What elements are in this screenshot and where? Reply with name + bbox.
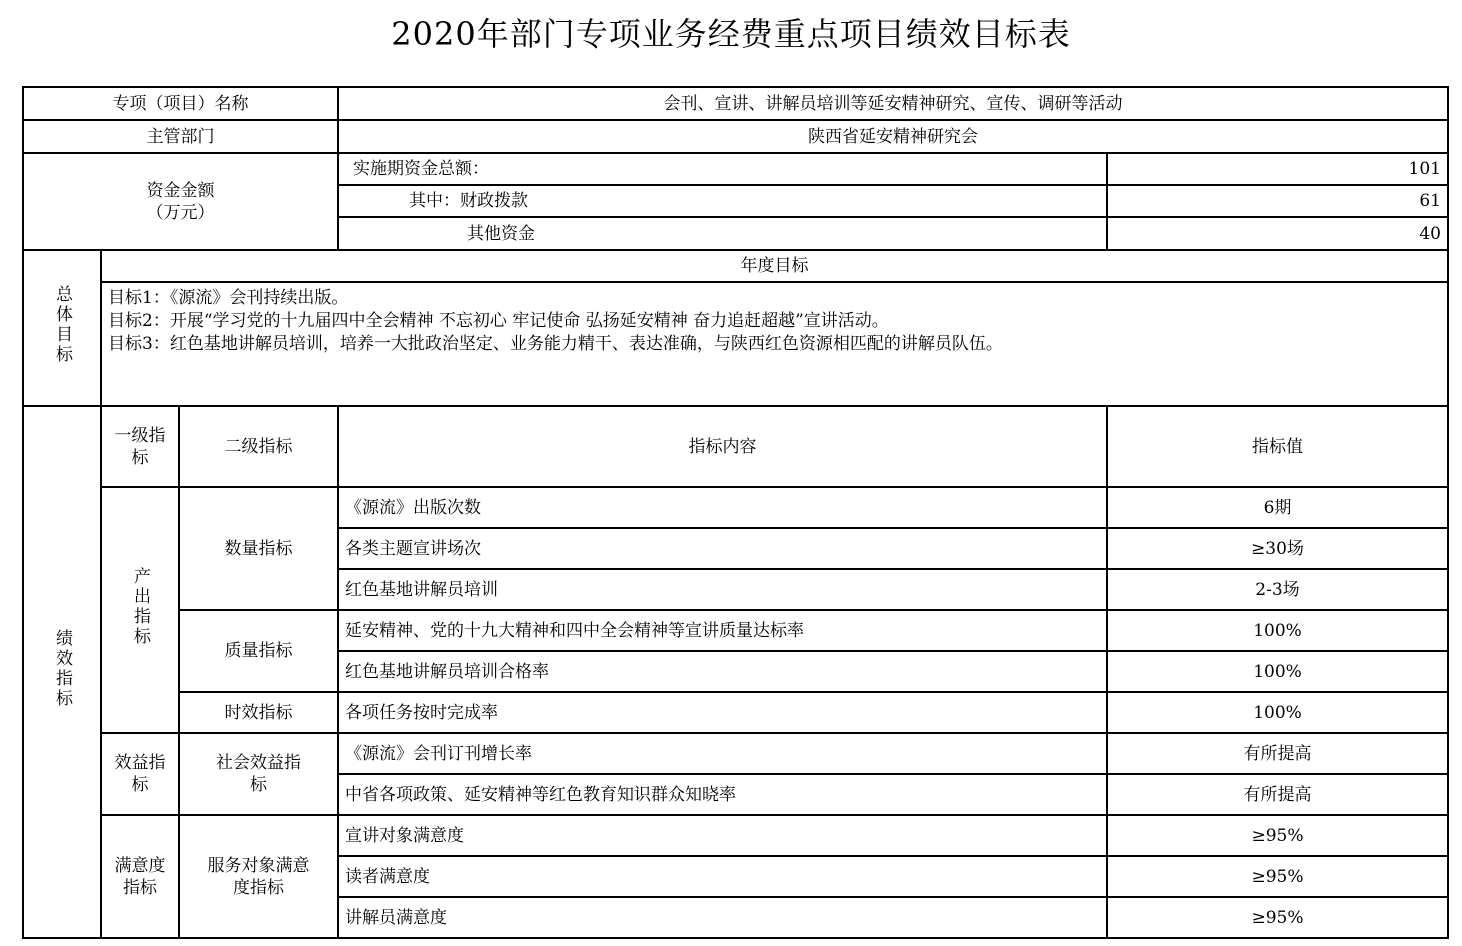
table-row — [23, 487, 1448, 528]
funds-unit: （万元） — [146, 202, 215, 223]
indicator-content: 讲解员满意度 — [338, 897, 1107, 938]
funds-fiscal-label: 其中：财政拨款 — [338, 185, 1107, 217]
funds-total-label: 实施期资金总额： — [338, 153, 1107, 185]
department-row — [23, 120, 1448, 153]
project-label: 专项（项目）名称 — [23, 87, 338, 120]
level2-timeliness: 时效指标 — [179, 692, 338, 733]
indicator-content: 延安精神、党的十九大精神和四中全会精神等宣讲质量达标率 — [338, 610, 1107, 651]
funds-other-label: 其他资金 — [338, 217, 1107, 250]
annual-goal-header: 年度目标 — [101, 250, 1448, 282]
overall-label: 总体目标 — [52, 285, 72, 365]
level1-satisfaction: 满意度指标 — [101, 815, 179, 938]
indicator-value: 100% — [1107, 610, 1448, 651]
indicator-value: ≥95% — [1107, 815, 1448, 856]
funds-row — [23, 153, 1448, 185]
table-row — [23, 733, 1448, 774]
performance-label: 绩效指标 — [52, 629, 72, 709]
indicator-value: ≥30场 — [1107, 528, 1448, 569]
indicator-content: 各项任务按时完成率 — [338, 692, 1107, 733]
overall-header-row — [23, 250, 1448, 282]
goal-item: 目标1：《源流》会刊持续出版。 — [108, 288, 349, 308]
funds-label: 资金金额 — [146, 180, 215, 201]
indicator-value: 100% — [1107, 692, 1448, 733]
indicator-content: 各类主题宣讲场次 — [338, 528, 1107, 569]
goal-item: 目标3：红色基地讲解员培训，培养一大批政治坚定、业务能力精干、表达准确，与陕西红色资源相匹配的讲解员队伍。 — [108, 334, 1003, 354]
table-row — [23, 692, 1448, 733]
indicator-value: 2-3场 — [1107, 569, 1448, 610]
performance-target-table — [22, 86, 1449, 939]
department-label: 主管部门 — [23, 120, 338, 153]
level1-output-cell — [101, 487, 179, 733]
indicator-value: ≥95% — [1107, 897, 1448, 938]
header-content: 指标内容 — [338, 406, 1107, 487]
indicator-content: 宣讲对象满意度 — [338, 815, 1107, 856]
funds-fiscal-value: 61 — [1107, 185, 1448, 217]
indicator-content: 《源流》出版次数 — [338, 487, 1107, 528]
level2-quality: 质量指标 — [179, 610, 338, 692]
department-value: 陕西省延安精神研究会 — [338, 120, 1448, 153]
indicator-content: 红色基地讲解员培训 — [338, 569, 1107, 610]
overall-goals-row — [23, 282, 1448, 406]
project-row — [23, 87, 1448, 120]
header-level1: 一级指标 — [101, 406, 179, 487]
performance-label-cell — [23, 406, 101, 938]
level2-service-satisfaction: 服务对象满意度指标 — [179, 815, 338, 938]
overall-label-cell — [23, 250, 101, 406]
table-row — [23, 610, 1448, 651]
header-level2: 二级指标 — [179, 406, 338, 487]
indicator-value: 6期 — [1107, 487, 1448, 528]
funds-label-cell — [23, 153, 338, 250]
level1-benefit: 效益指标 — [101, 733, 179, 815]
indicator-content: 中省各项政策、延安精神等红色教育知识群众知晓率 — [338, 774, 1107, 815]
level1-output: 产出指标 — [130, 567, 150, 647]
indicator-value: 有所提高 — [1107, 733, 1448, 774]
level2-social-benefit: 社会效益指标 — [179, 733, 338, 815]
goals-cell — [101, 282, 1448, 406]
funds-total-value: 101 — [1107, 153, 1448, 185]
indicator-value: 有所提高 — [1107, 774, 1448, 815]
project-value: 会刊、宣讲、讲解员培训等延安精神研究、宣传、调研等活动 — [338, 87, 1448, 120]
indicator-content: 《源流》会刊订刊增长率 — [338, 733, 1107, 774]
indicator-value: 100% — [1107, 651, 1448, 692]
goal-item: 目标2：开展“学习党的十九届四中全会精神 不忘初心 牢记使命 弘扬延安精神 奋力追赶超越”宣讲活动。 — [108, 311, 889, 331]
indicator-content: 红色基地讲解员培训合格率 — [338, 651, 1107, 692]
level2-quantity: 数量指标 — [179, 487, 338, 610]
indicator-value: ≥95% — [1107, 856, 1448, 897]
indicator-header-row — [23, 406, 1448, 487]
funds-other-value: 40 — [1107, 217, 1448, 250]
indicator-content: 读者满意度 — [338, 856, 1107, 897]
table-row — [23, 815, 1448, 856]
page-title: 2020年部门专项业务经费重点项目绩效目标表 — [391, 15, 1071, 53]
header-value: 指标值 — [1107, 406, 1448, 487]
